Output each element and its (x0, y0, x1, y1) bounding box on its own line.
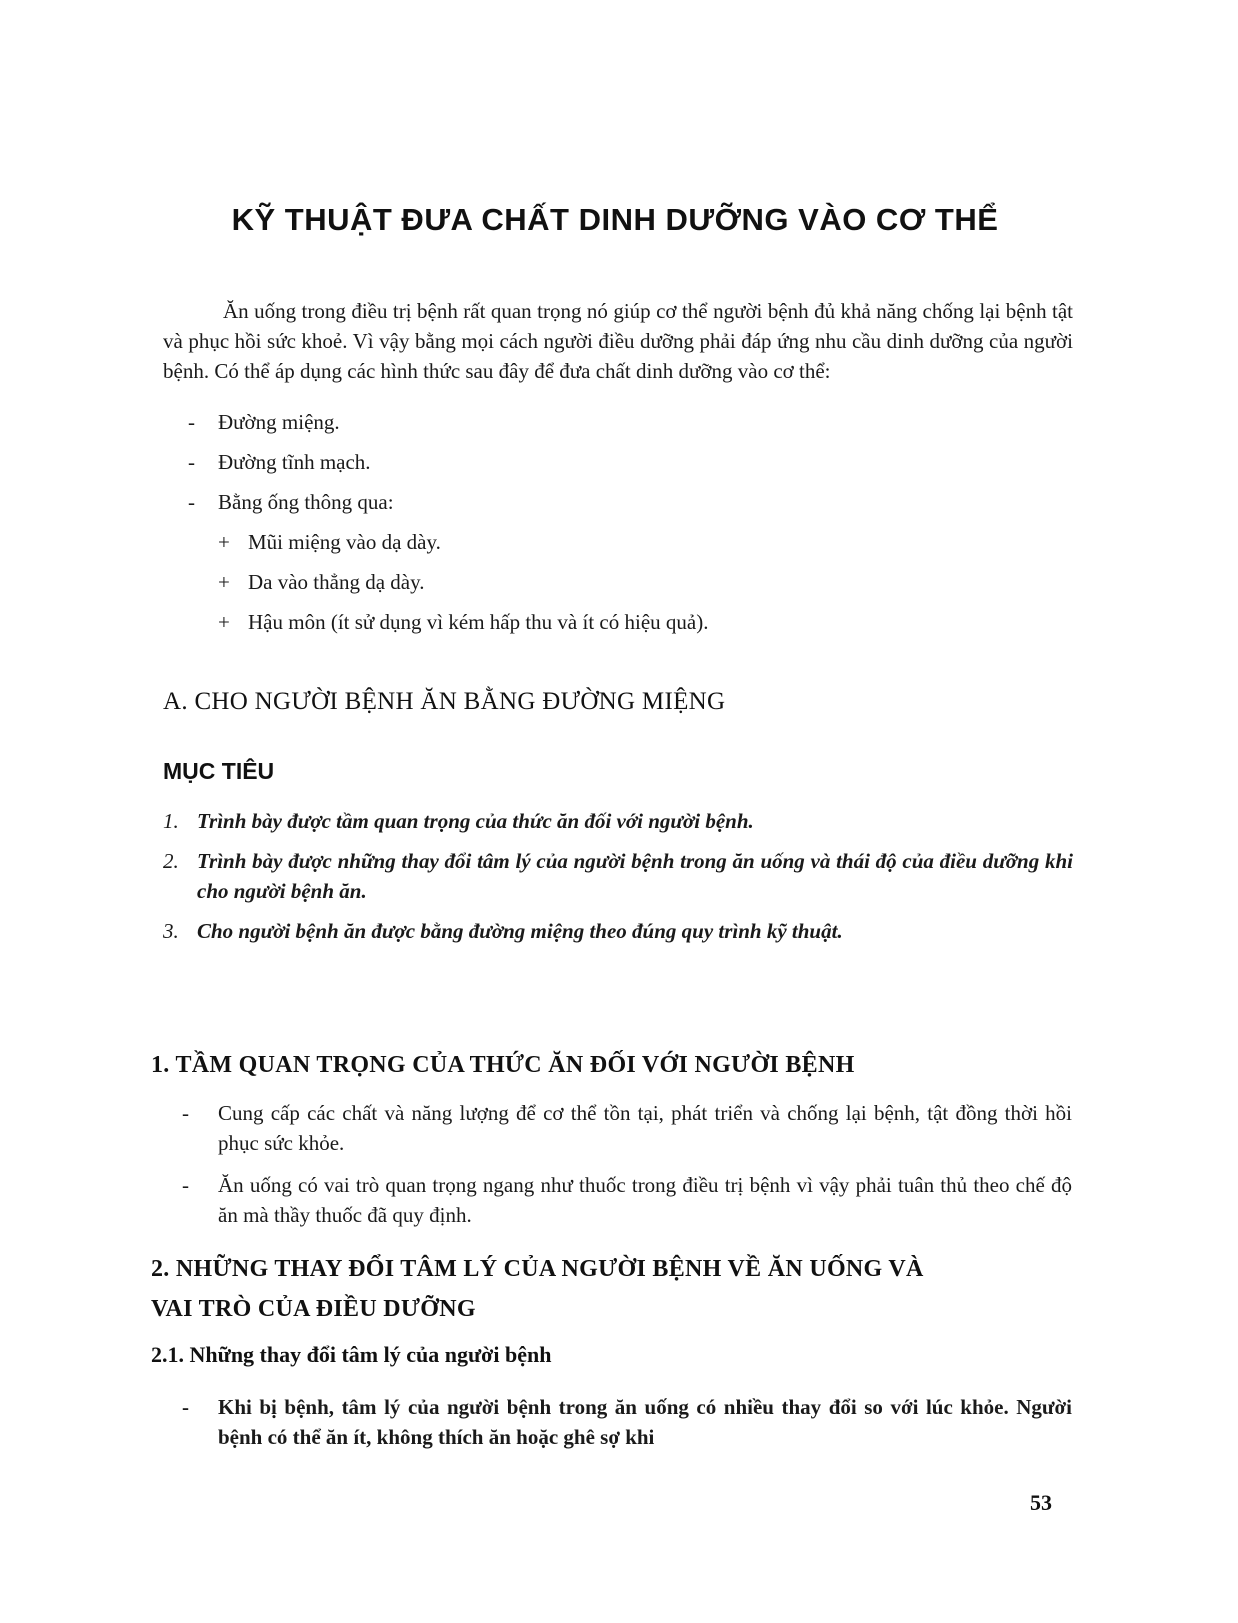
list-item: - Khi bị bệnh, tâm lý của người bệnh trong ăn uống có nhiều thay đổi so với lúc khỏe. Người bệnh có thể ăn ít, không thích ăn hoặc ghê sợ khi (182, 1395, 1072, 1449)
list-item: - Đường miệng. (188, 410, 340, 434)
list-item: - Ăn uống có vai trò quan trọng ngang như thuốc trong điều trị bệnh vì vậy phải tuân thủ theo chế độ ăn mà thầy thuốc đã quy định. (182, 1173, 1072, 1227)
section-2-1-heading: 2.1. Những thay đổi tâm lý của người bệnh (151, 1342, 552, 1367)
section-2-heading-line2: VAI TRÒ CỦA ĐIỀU DƯỠNG (151, 1296, 476, 1322)
page-number: 53 (1030, 1490, 1052, 1515)
list-item: - Đường tĩnh mạch. (188, 450, 371, 474)
page-title: KỸ THUẬT ĐƯA CHẤT DINH DƯỠNG VÀO CƠ THỂ (231, 202, 999, 237)
section-1-list (182, 1098, 1072, 1242)
objectives-list (163, 806, 1073, 956)
list-item: + Mũi miệng vào dạ dày. (218, 530, 441, 554)
objectives-heading: MỤC TIÊU (163, 758, 275, 784)
list-item: - Cung cấp các chất và năng lượng để cơ thể tồn tại, phát triển và chống lại bệnh, tật đồng thời hồi phục sức khỏe. (182, 1101, 1072, 1155)
list-item: 2. Trình bày được những thay đổi tâm lý của người bệnh trong ăn uống và thái độ của điều dưỡng khi cho người bệnh ăn. (163, 849, 1073, 903)
list-item: - Bằng ống thông qua: (188, 490, 394, 514)
list-item: 1. Trình bày được tầm quan trọng của thức ăn đối với người bệnh. (163, 809, 754, 833)
list-item: + Da vào thẳng dạ dày. (218, 570, 425, 594)
section-2-1-list (182, 1392, 1072, 1464)
section-2-heading-line1: 2. NHỮNG THAY ĐỔI TÂM LÝ CỦA NGƯỜI BỆNH VỀ ĂN UỐNG VÀ (151, 1256, 924, 1282)
intro-paragraph: Ăn uống trong điều trị bệnh rất quan trọng nó giúp cơ thể người bệnh đủ khả năng chống lại bệnh tật và phục hồi sức khoẻ. Vì vậy bằng mọi cách người điều dưỡng phải đáp ứng nhu cầu dinh dưỡng của người bệnh. Có thể áp dụng các hình thức sau đây để đưa chất dinh dưỡng vào cơ thể: (163, 299, 1073, 383)
section-1-heading: 1. TẦM QUAN TRỌNG CỦA THỨC ĂN ĐỐI VỚI NGƯỜI BỆNH (151, 1052, 855, 1078)
section-a-heading: A. CHO NGƯỜI BỆNH ĂN BẰNG ĐƯỜNG MIỆNG (163, 688, 726, 715)
list-item: + Hậu môn (ít sử dụng vì kém hấp thu và ít có hiệu quả). (218, 610, 709, 634)
list-item: 3. Cho người bệnh ăn được bằng đường miệng theo đúng quy trình kỹ thuật. (163, 919, 843, 943)
